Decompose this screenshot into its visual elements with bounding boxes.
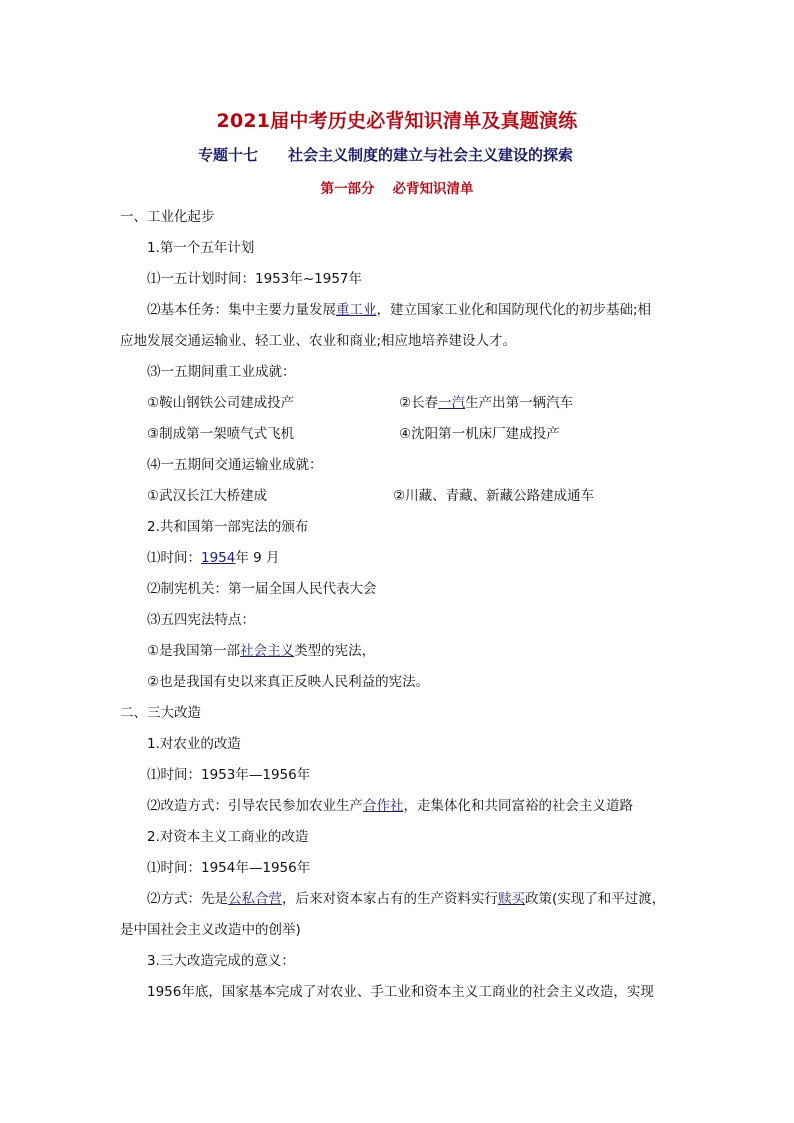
underlined-term: 重工业 bbox=[336, 302, 377, 318]
item-feature-2: ②也是我国有史以来真正反映人民利益的宪法。 bbox=[147, 674, 430, 690]
subheading-commerce: 2.对资本主义工商业的改造 bbox=[147, 829, 309, 845]
item-wuhan-bridge: ①武汉长江大桥建成 bbox=[147, 488, 268, 504]
item-shenyang-machine-tool: ④沈阳第一机床厂建成投产 bbox=[399, 426, 560, 442]
subheading-significance: 3.三大改造完成的意义： bbox=[147, 953, 295, 969]
part-name: 必背知识清单 bbox=[392, 181, 474, 197]
part-number: 第一部分 bbox=[320, 181, 375, 197]
line-transport: ⑷一五期间交通运输业成就： bbox=[147, 457, 323, 473]
line-commerce-period: ⑴时间：1954年—1956年 bbox=[147, 860, 311, 876]
item-jet-aircraft: ③制成第一架喷气式飞机 bbox=[147, 426, 295, 442]
section-heading-industrialization: 一、工业化起步 bbox=[120, 209, 215, 225]
document-title: 2021届中考历史必背知识清单及真题演练 bbox=[216, 110, 578, 132]
line-basic-task: ⑵基本任务：集中主要力量发展重工业，建立国家工业化和国防现代化的初步基础;相 bbox=[147, 302, 652, 318]
line-basic-task-cont: 应地发展交通运输业、轻工业、农业和商业;相应地培养建设人才。 bbox=[120, 333, 517, 349]
underlined-term: 社会主义 bbox=[240, 643, 295, 659]
part-heading bbox=[0, 177, 794, 197]
line-constitution-body: ⑵制宪机关：第一届全国人民代表大会 bbox=[147, 581, 377, 597]
subheading-five-year-plan: 1.第一个五年计划 bbox=[147, 240, 255, 256]
underlined-term: 赎买 bbox=[498, 891, 525, 907]
topic-number: 专题十七 bbox=[198, 146, 259, 164]
line-agri-period: ⑴时间：1953年—1956年 bbox=[147, 767, 311, 783]
underlined-term: 1954 bbox=[201, 550, 236, 566]
item-feature-1: ①是我国第一部社会主义类型的宪法， bbox=[147, 643, 376, 659]
topic-name: 社会主义制度的建立与社会主义建设的探索 bbox=[288, 146, 574, 164]
line-heavy-industry: ⑶一五期间重工业成就： bbox=[147, 364, 296, 380]
line-constitution-features: ⑶五四宪法特点： bbox=[147, 612, 255, 628]
subheading-agriculture: 1.对农业的改造 bbox=[147, 736, 241, 752]
line-significance: 1956年底，国家基本完成了对农业、手工业和资本主义工商业的社会主义改造，实现 bbox=[147, 984, 654, 1000]
line-plan-period: ⑴一五计划时间：1953年~1957年 bbox=[147, 271, 363, 287]
item-anshan-steel: ①鞍山钢铁公司建成投产 bbox=[147, 395, 295, 411]
line-agri-method: ⑵改造方式：引导农民参加农业生产合作社，走集体化和共同富裕的社会主义道路 bbox=[147, 798, 633, 814]
line-commerce-method-cont: 是中国社会主义改造中的创举) bbox=[120, 922, 301, 938]
topic-subtitle bbox=[198, 144, 573, 165]
item-changchun-faw: ②长春一汽生产出第一辆汽车 bbox=[399, 395, 574, 411]
section-heading-three-transformations: 二、三大改造 bbox=[120, 705, 201, 721]
underlined-term: 合作社 bbox=[363, 798, 404, 814]
underlined-term: 一汽 bbox=[438, 395, 466, 411]
underlined-term: 公私合营 bbox=[228, 891, 282, 907]
line-constitution-date: ⑴时间：1954年 9 月 bbox=[147, 550, 280, 566]
item-highways: ②川藏、青藏、新藏公路建成通车 bbox=[393, 488, 595, 504]
line-commerce-method: ⑵方式：先是公私合营，后来对资本家占有的生产资料实行赎买政策(实现了和平过渡， bbox=[147, 891, 666, 907]
subheading-constitution: 2.共和国第一部宪法的颁布 bbox=[147, 519, 309, 535]
